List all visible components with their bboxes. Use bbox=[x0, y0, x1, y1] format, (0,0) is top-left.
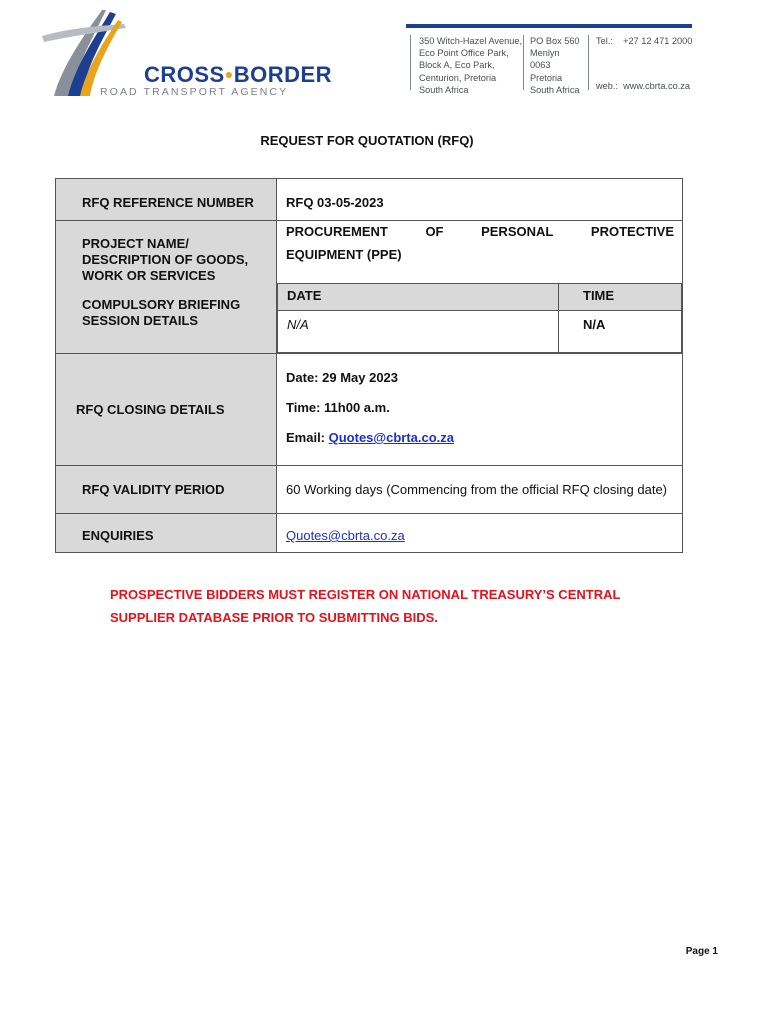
closing-email-line: Email: Quotes@cbrta.co.za bbox=[286, 430, 454, 445]
briefing-label: COMPULSORY BRIEFING SESSION DETAILS bbox=[82, 297, 241, 328]
project-label: PROJECT NAME/ DESCRIPTION OF GOODS, WORK OR SERVICES bbox=[82, 236, 249, 283]
table-row bbox=[56, 354, 683, 466]
project-line-2: EQUIPMENT (PPE) bbox=[286, 247, 402, 262]
page-number: Page 1 bbox=[685, 946, 718, 957]
contact-tel: Tel.: +27 12 471 2000 bbox=[596, 36, 693, 46]
briefing-subtable bbox=[277, 283, 682, 353]
closing-date: Date: 29 May 2023 bbox=[286, 370, 399, 385]
validity-value: 60 Working days (Commencing from the official RFQ closing date) bbox=[286, 482, 668, 497]
validity-value-cell bbox=[277, 466, 683, 514]
reference-label-cell bbox=[56, 179, 277, 221]
briefing-time-value: N/A bbox=[559, 311, 682, 353]
closing-time: Time: 11h00 a.m. bbox=[286, 400, 390, 415]
table-row bbox=[56, 221, 683, 354]
enquiries-label: ENQUIRIES bbox=[82, 528, 154, 543]
page-title: REQUEST FOR QUOTATION (RFQ) bbox=[260, 133, 474, 148]
header-divider bbox=[410, 35, 411, 90]
project-description bbox=[277, 221, 682, 283]
enquiries-label-cell bbox=[56, 514, 277, 553]
briefing-date-value: N/A bbox=[278, 311, 559, 353]
closing-email-link[interactable]: Quotes@cbrta.co.za bbox=[328, 430, 454, 445]
reference-value: RFQ 03-05-2023 bbox=[286, 195, 384, 210]
contact-web: web.: www.cbrta.co.za bbox=[596, 81, 690, 91]
table-row bbox=[56, 466, 683, 514]
validity-label-cell bbox=[56, 466, 277, 514]
header-divider bbox=[588, 35, 589, 90]
header-accent-bar bbox=[406, 24, 692, 28]
validity-label: RFQ VALIDITY PERIOD bbox=[82, 482, 225, 497]
table-row bbox=[56, 514, 683, 553]
header-divider bbox=[523, 35, 524, 90]
briefing-time-header: TIME bbox=[559, 284, 682, 311]
reference-value-cell bbox=[277, 179, 683, 221]
logo-wordmark: CROSS●BORDER bbox=[144, 62, 333, 87]
closing-label: RFQ CLOSING DETAILS bbox=[76, 401, 225, 417]
briefing-date-header: DATE bbox=[278, 284, 559, 311]
logo-subtitle: ROAD TRANSPORT AGENCY bbox=[100, 86, 289, 98]
enquiries-value-cell bbox=[277, 514, 683, 553]
closing-label-cell bbox=[56, 354, 277, 466]
table-row bbox=[56, 179, 683, 221]
reference-label: RFQ REFERENCE NUMBER bbox=[82, 195, 254, 210]
enquiries-email-link[interactable]: Quotes@cbrta.co.za bbox=[286, 528, 405, 543]
postal-address: PO Box 560 Menlyn 0063 Pretoria South Africa bbox=[530, 36, 580, 95]
registration-notice: PROSPECTIVE BIDDERS MUST REGISTER ON NATIONAL TREASURY’S CENTRAL SUPPLIER DATABASE PRIOR TO SUBMITTING BIDS. bbox=[110, 587, 621, 625]
project-line-1: PROCUREMENT OF PERSONAL PROTECTIVE bbox=[286, 224, 674, 239]
project-briefing-label-cell bbox=[56, 221, 277, 354]
physical-address: 350 Witch-Hazel Avenue, Eco Point Office Park, Block A, Eco Park, Centurion, Pretoria South Africa bbox=[419, 36, 522, 95]
rfq-details-table bbox=[55, 178, 683, 553]
project-briefing-value-cell bbox=[277, 221, 683, 354]
closing-value-cell bbox=[277, 354, 683, 466]
road-swoosh-icon bbox=[40, 6, 150, 98]
agency-logo bbox=[40, 6, 333, 98]
